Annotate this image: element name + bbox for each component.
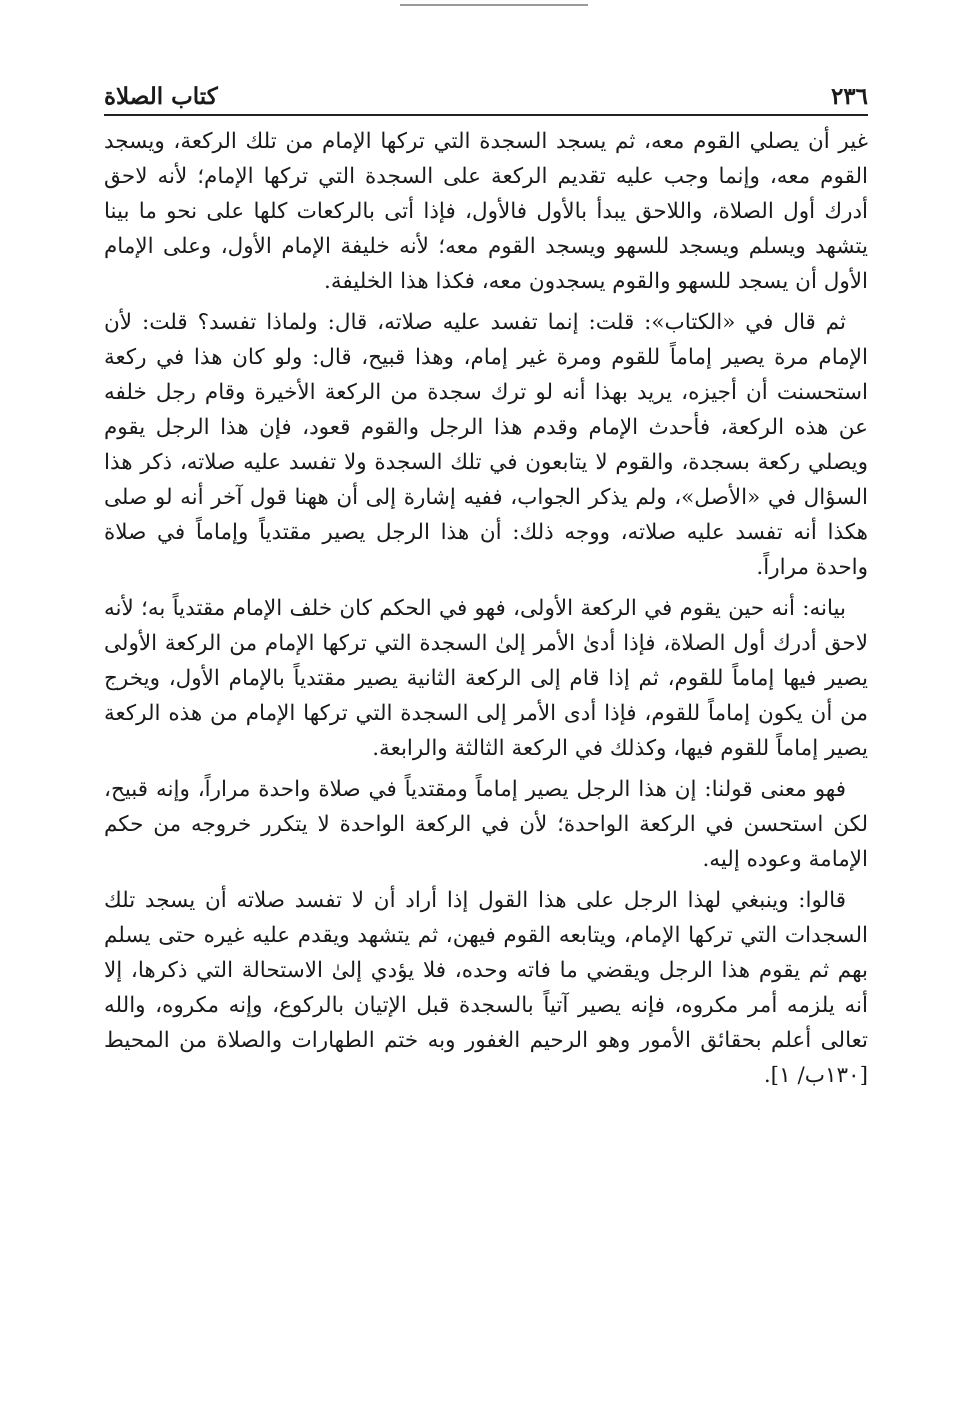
- paragraph-4: فهو معنى قولنا: إن هذا الرجل يصير إماماً ومقتدياً في صلاة واحدة مراراً، وإنه قبيح، لكن استحسن في الركعة الواحدة؛ لأن في الركعة الواحدة لا يتكرر خروجه من حكم الإمامة وعوده إليه.: [104, 777, 868, 872]
- paragraph-2: ثم قال في «الكتاب»: قلت: إنما تفسد عليه صلاته، قال: ولماذا تفسد؟ قلت: لأن الإمام مرة يصير إماماً للقوم ومرة غير إمام، وهذا قبيح، قال: ولو كان هذا في ركعة استحسنت أن أجيزه، يريد بهذا أنه لو ترك سجدة من الركعة الأخيرة وقام رجل خلفه عن هذه الركعة، فأحدث الإمام وقدم هذا الرجل والقوم قعود، فإن هذا الرجل يقوم ويصلي ركعة بسجدة، والقوم لا يتابعون في تلك السجدة ولا تفسد عليه صلاته، ذكر هذا السؤال في «الأصل»، ولم يذكر الجواب، ففيه إشارة إلى أن ههنا قول آخر أنه لو صلى هكذا أنه تفسد عليه صلاته، ووجه ذلك: أن هذا الرجل يصير مقتدياً وإماماً في صلاة واحدة مراراً.: [104, 310, 868, 580]
- paragraph-5: قالوا: وينبغي لهذا الرجل على هذا القول إذا أراد أن لا تفسد صلاته أن يسجد تلك السجدات التي تركها الإمام، ويتابعه القوم فيهن، ثم يتشهد ويقدم عليه غيره حتى يسلم بهم ثم يقوم هذا الرجل ويقضي ما فاته وحده، فلا يؤدي إلىٰ الاستحالة التي ذكرها، إلا أنه يلزمه أمر مكروه، فإنه يصير آتياً بالسجدة قبل الإتيان بالركوع، وإنه مكروه، والله تعالى أعلم بحقائق الأمور وهو الرحيم الغفور وبه ختم الطهارات والصلاة من المحيط [١٣٠ب/ ١].: [104, 888, 868, 1088]
- page-body: [104, 124, 868, 1099]
- top-page-mark: [400, 4, 588, 6]
- paragraph-3: بيانه: أنه حين يقوم في الركعة الأولى، فهو في الحكم كان خلف الإمام مقتدياً به؛ لأنه لاحق أدرك أول الصلاة، فإذا أدىٰ الأمر إلىٰ السجدة التي تركها الإمام من الركعة الأولى يصير فيها إماماً للقوم، ثم إذا قام إلى الركعة الثانية يصير مقتدياً بالإمام الأول، ويخرج من أن يكون إماماً للقوم، فإذا أدى الأمر إلى السجدة التي تركها الإمام من هذه الركعة يصير إماماً للقوم فيها، وكذلك في الركعة الثالثة والرابعة.: [104, 596, 868, 761]
- header-rule: [104, 114, 868, 116]
- running-title: كتاب الصلاة: [104, 83, 218, 110]
- page-header: [104, 68, 868, 112]
- paragraph-1: غير أن يصلي القوم معه، ثم يسجد السجدة التي تركها الإمام من تلك الركعة، ويسجد القوم معه، وإنما وجب عليه تقديم الركعة على السجدة التي تركها الإمام؛ لأنه لاحق أدرك أول الصلاة، واللاحق يبدأ بالأول فالأول، فإذا أتى بالركعات كلها على نحو ما بينا يتشهد ويسلم ويسجد للسهو ويسجد القوم معه؛ لأنه خليفة الإمام الأول، وعلى الإمام الأول أن يسجد للسهو والقوم يسجدون معه، فكذا هذا الخليفة.: [104, 129, 868, 294]
- page-number: ٢٣٦: [830, 83, 868, 110]
